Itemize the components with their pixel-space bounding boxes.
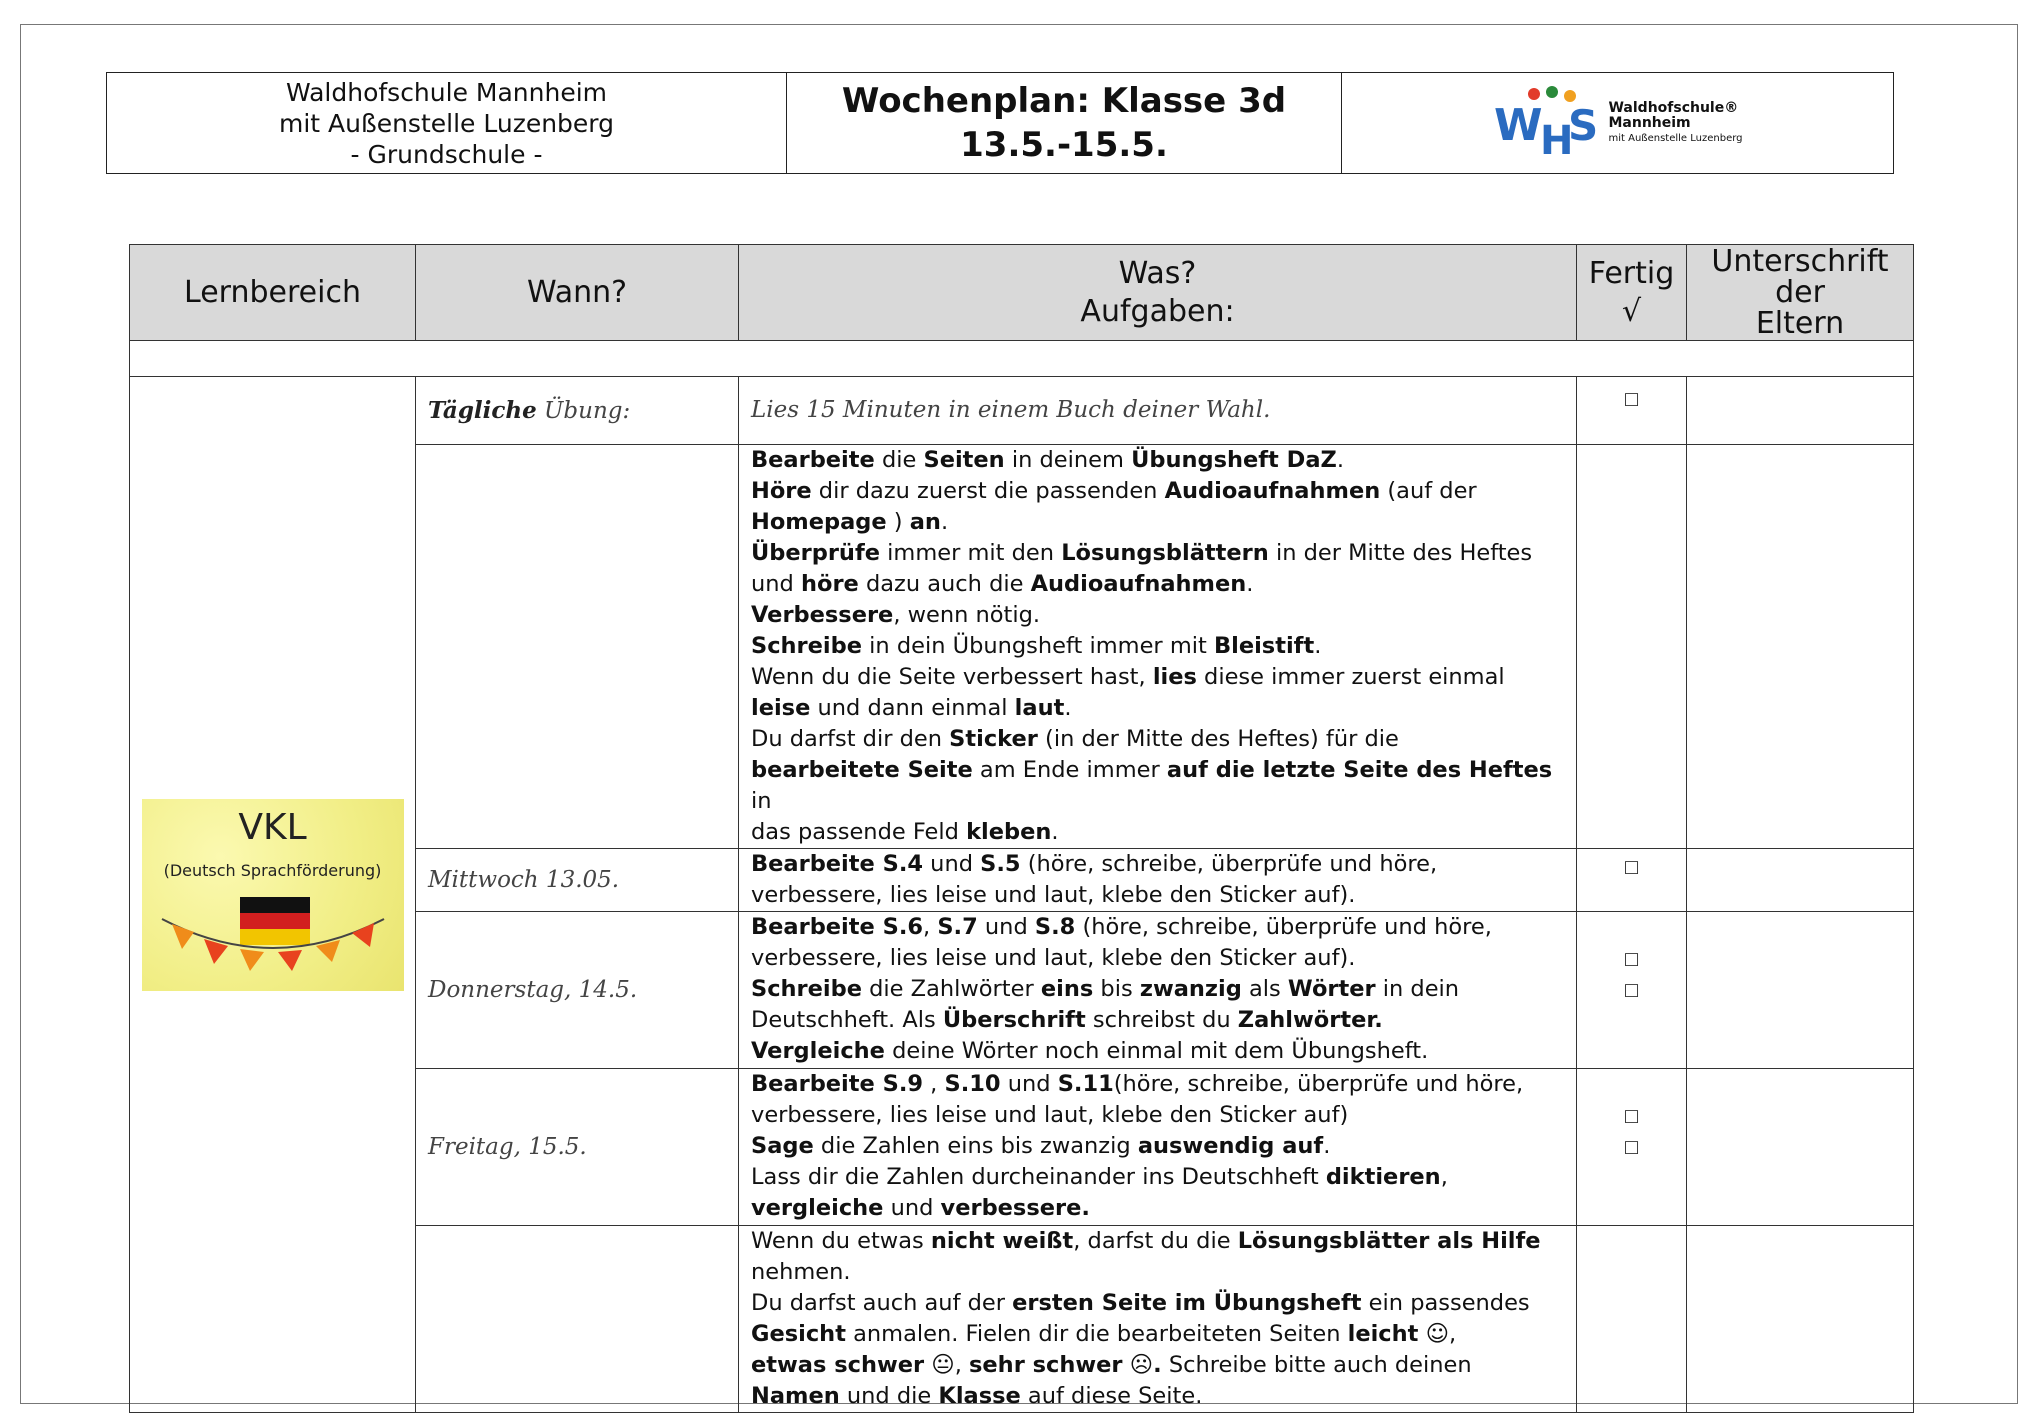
thursday-signature[interactable] [1687,912,1914,1069]
wednesday-signature[interactable] [1687,849,1914,912]
document-header [106,72,1894,174]
plan-title: Wochenplan: Klasse 3d [841,81,1287,121]
friday-task: Bearbeite S.9 , S.10 und S.11(höre, schreibe, überprüfe und höre, verbessere, lies leise und laut, klebe den Sticker auf) Sage die Zahlen eins bis zwanzig auswendig auf. Lass dir die Zahlen durcheinander ins Deutschheft diktieren, vergleiche und verbessere. [739,1069,1577,1226]
weekly-plan-table [129,244,1914,1413]
logo-name: Waldhofschule® [1608,99,1739,116]
daily-checkbox[interactable]: □ [1577,377,1687,445]
final-signature[interactable] [1687,1226,1914,1413]
col-header-was: Was? Aufgaben: [739,245,1577,341]
thursday-when: Donnerstag, 14.5. [416,912,739,1069]
svg-text:W: W [1494,100,1544,151]
daily-signature[interactable] [1687,377,1914,445]
col-header-unterschrift: Unterschrift der Eltern [1687,245,1914,341]
whs-logo-icon [1492,82,1602,164]
school-type: - Grundschule - [350,139,543,169]
logo-city: Mannheim [1608,114,1691,131]
friday-when: Freitag, 15.5. [416,1069,739,1226]
wednesday-task: Bearbeite S.4 und S.5 (höre, schreibe, überprüfe und höre, verbessere, lies leise und laut, klebe den Sticker auf). [739,849,1577,912]
school-name: Waldhofschule Mannheim [285,77,608,107]
spacer-row [130,341,1914,377]
school-logo [1342,73,1893,173]
general-signature[interactable] [1687,445,1914,849]
plan-title-block [787,73,1342,173]
school-branch: mit Außenstelle Luzenberg [278,108,615,138]
friday-signature[interactable] [1687,1069,1914,1226]
table-header-row [130,245,1914,341]
wednesday-checkbox[interactable]: □ [1577,849,1687,912]
daily-when: Tägliche Übung: [416,377,739,445]
logo-text [1608,101,1742,146]
general-instructions: Bearbeite die Seiten in deinem Übungsheft DaZ. Höre dir dazu zuerst die passenden Audioaufnahmen (auf der Homepage ) an. Überprüfe immer mit den Lösungsblättern in der Mitte des Heftes und höre dazu auch die Audioaufnahmen. Verbessere, wenn nötig. Schreibe in dein Übungsheft immer mit Bleistift. Wenn du die Seite verbessert hast, lies diese immer zuerst einmal leise und dann einmal laut. Du darfst dir den Sticker (in der Mitte des Heftes) für die bearbeitete Seite am Ende immer auf die letzte Seite des Heftes in das passende Feld kleben. [739,445,1577,849]
bunting-icon [142,799,404,991]
thursday-checkbox-1[interactable]: □ [1623,949,1640,969]
thursday-checkbox-2[interactable]: □ [1623,980,1640,1000]
svg-text:H: H [1540,118,1574,164]
friday-checkbox-2[interactable]: □ [1623,1137,1640,1157]
col-header-fertig: Fertig √ [1577,245,1687,341]
friday-checkboxes[interactable] [1577,1069,1687,1226]
thursday-task: Bearbeite S.6, S.7 und S.8 (höre, schreibe, überprüfe und höre, verbessere, lies leise und laut, klebe den Sticker auf). Schreibe die Zahlwörter eins bis zwanzig als Wörter in dein Deutschheft. Als Überschrift schreibst du Zahlwörter. Vergleiche deine Wörter noch einmal mit dem Übungsheft. [739,912,1577,1069]
wednesday-when: Mittwoch 13.05. [416,849,739,912]
plan-dates: 13.5.-15.5. [960,125,1168,165]
vkl-image [142,799,404,991]
table-row [130,377,1914,445]
friday-checkbox-1[interactable]: □ [1623,1106,1640,1126]
school-name-block [107,73,787,173]
svg-text:S: S [1568,101,1599,150]
col-header-wann: Wann? [416,245,739,341]
logo-branch: mit Außenstelle Luzenberg [1608,132,1743,144]
subject-title: VKL [238,806,307,848]
thursday-checkboxes[interactable] [1577,912,1687,1069]
subject-cell [130,377,416,1413]
final-notes: Wenn du etwas nicht weißt, darfst du die Lösungsblätter als Hilfe nehmen. Du darfst auch auf der ersten Seite im Übungsheft ein passendes Gesicht anmalen. Fielen dir die bearbeiteten Seiten leicht ☺, etwas schwer 😐, sehr schwer ☹. Schreibe bitte auch deinen Namen und die Klasse auf diese Seite. [739,1226,1577,1413]
col-header-lernbereich: Lernbereich [130,245,416,341]
daily-task: Lies 15 Minuten in einem Buch deiner Wahl. [739,377,1577,445]
subject-subtitle: (Deutsch Sprachförderung) [163,860,382,880]
